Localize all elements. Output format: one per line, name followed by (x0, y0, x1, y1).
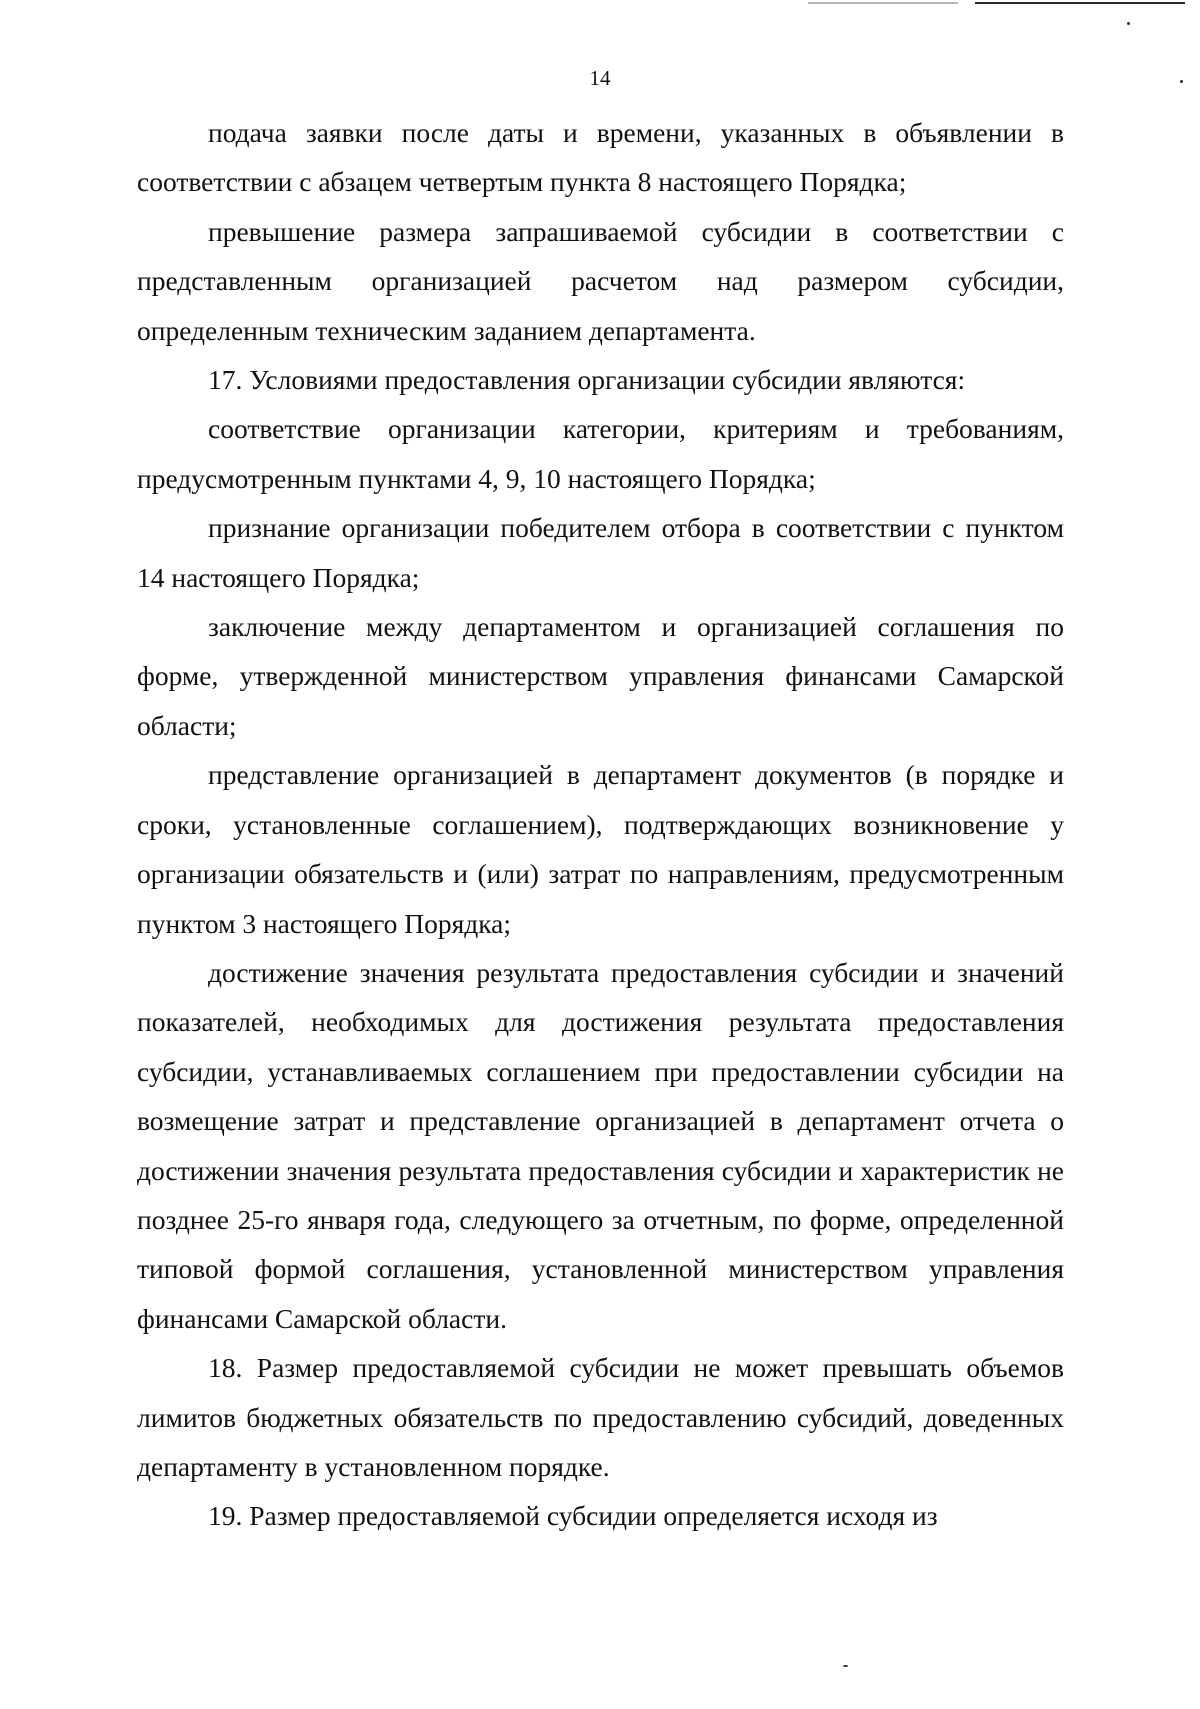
page-number: 14 (589, 66, 611, 90)
paragraph-item-17: 17. Условиями предоставления организации субсидии являются: (208, 364, 966, 396)
paragraph-condition-compliance: соответствие организации категории, критериям и требованиям, предусмотренным пунктами 4, 9, 10 настоящего Порядка; (137, 413, 1064, 494)
scan-speck (843, 1665, 848, 1667)
paragraph-late-application: подача заявки после даты и времени, указанных в объявлении в соответствии с абзацем четвертым пункта 8 настоящего Порядка; (137, 117, 1064, 198)
paragraph-subsidy-excess: превышение размера запрашиваемой субсидии в соответствии с представленным организацией расчетом над размером субсидии, определенным техническим заданием департамента. (137, 215, 1064, 346)
scan-edge-line (808, 2, 958, 4)
paragraph-item-19: 19. Размер предоставляемой субсидии определяется исходя из (208, 1500, 938, 1532)
paragraph-condition-results: достижение значения результата предоставления субсидии и значений показателей, необходимых для достижения результата предоставления субсидии, устанавливаемых соглашением при предоставлении субсидии на возмещение затрат и представление организацией в департамент отчета о достижении значения результата предоставления субсидии и характеристик не позднее 25-го января года, следующего за отчетным, по форме, определенной типовой формой соглашения, установленной министерством управления финансами Самарской области. (137, 956, 1064, 1334)
paragraph-item-18: 18. Размер предоставляемой субсидии не может превышать объемов лимитов бюджетных обязательств по предоставлению субсидий, доведенных департаменту в установленном порядке. (137, 1352, 1064, 1482)
document-body (137, 108, 1064, 1541)
paragraph-condition-winner: признание организации победителем отбора в соответствии с пунктом 14 настоящего Порядка; (137, 512, 1064, 593)
scan-speck (1127, 22, 1130, 25)
scan-edge-line (975, 2, 1185, 4)
paragraph-condition-agreement: заключение между департаментом и организацией соглашения по форме, утвержденной министерством управления финансами Самарской области; (137, 611, 1064, 741)
paragraph-condition-documents: представление организацией в департамент документов (в порядке и сроки, установленные соглашением), подтверждающих возникновение у организации обязательств и (или) затрат по направлениям, предусмотренным пунктом 3 настоящего Порядка; (137, 759, 1064, 939)
